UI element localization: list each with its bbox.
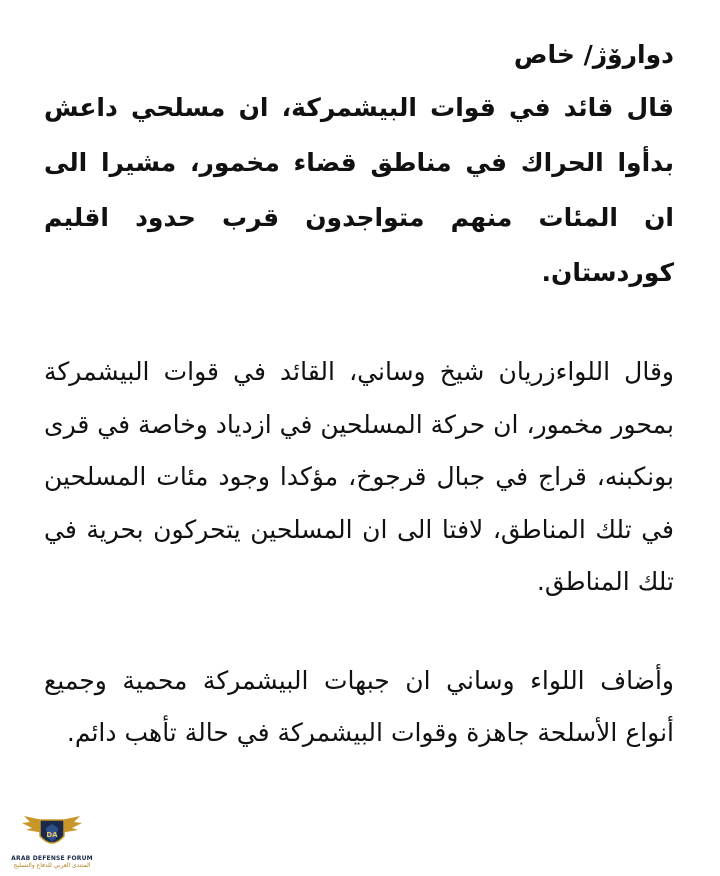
svg-text:DA: DA — [46, 831, 58, 839]
article-lead: قال قائد في قوات البيشمركة، ان مسلحي داعش بدأوا الحراك في مناطق قضاء مخمور، مشيرا الى ان المئات منهم متواجدون قرب حدود اقليم كوردستان. — [44, 93, 674, 287]
watermark-logo — [0, 814, 104, 876]
winged-shield-icon — [20, 814, 84, 854]
article-source: دوارۆژ/ خاص — [513, 40, 674, 69]
article-paragraph: وقال اللواءزريان شيخ وساني، القائد في قوات البيشمركة بمحور مخمور، ان حركة المسلحين في ازدياد وخاصة في قرى بونكبنه، قراج في جبال قرجوخ، مؤكدا وجود مئات المسلحين في تلك المناطق، لافتا الى ان المسلحين يتحركون بحرية في تلك المناطق. — [44, 357, 674, 596]
article-paragraph: وأضاف اللواء وساني ان جبهات البيشمركة محمية وجميع أنواع الأسلحة جاهزة وقوات البيشمركة في حالة تأهب دائم. — [44, 665, 674, 747]
watermark-subtitle: المنتدى العربي للدفاع والتسليح — [13, 862, 91, 869]
article — [44, 30, 674, 806]
watermark-name: ARAB DEFENSE FORUM — [11, 855, 93, 862]
